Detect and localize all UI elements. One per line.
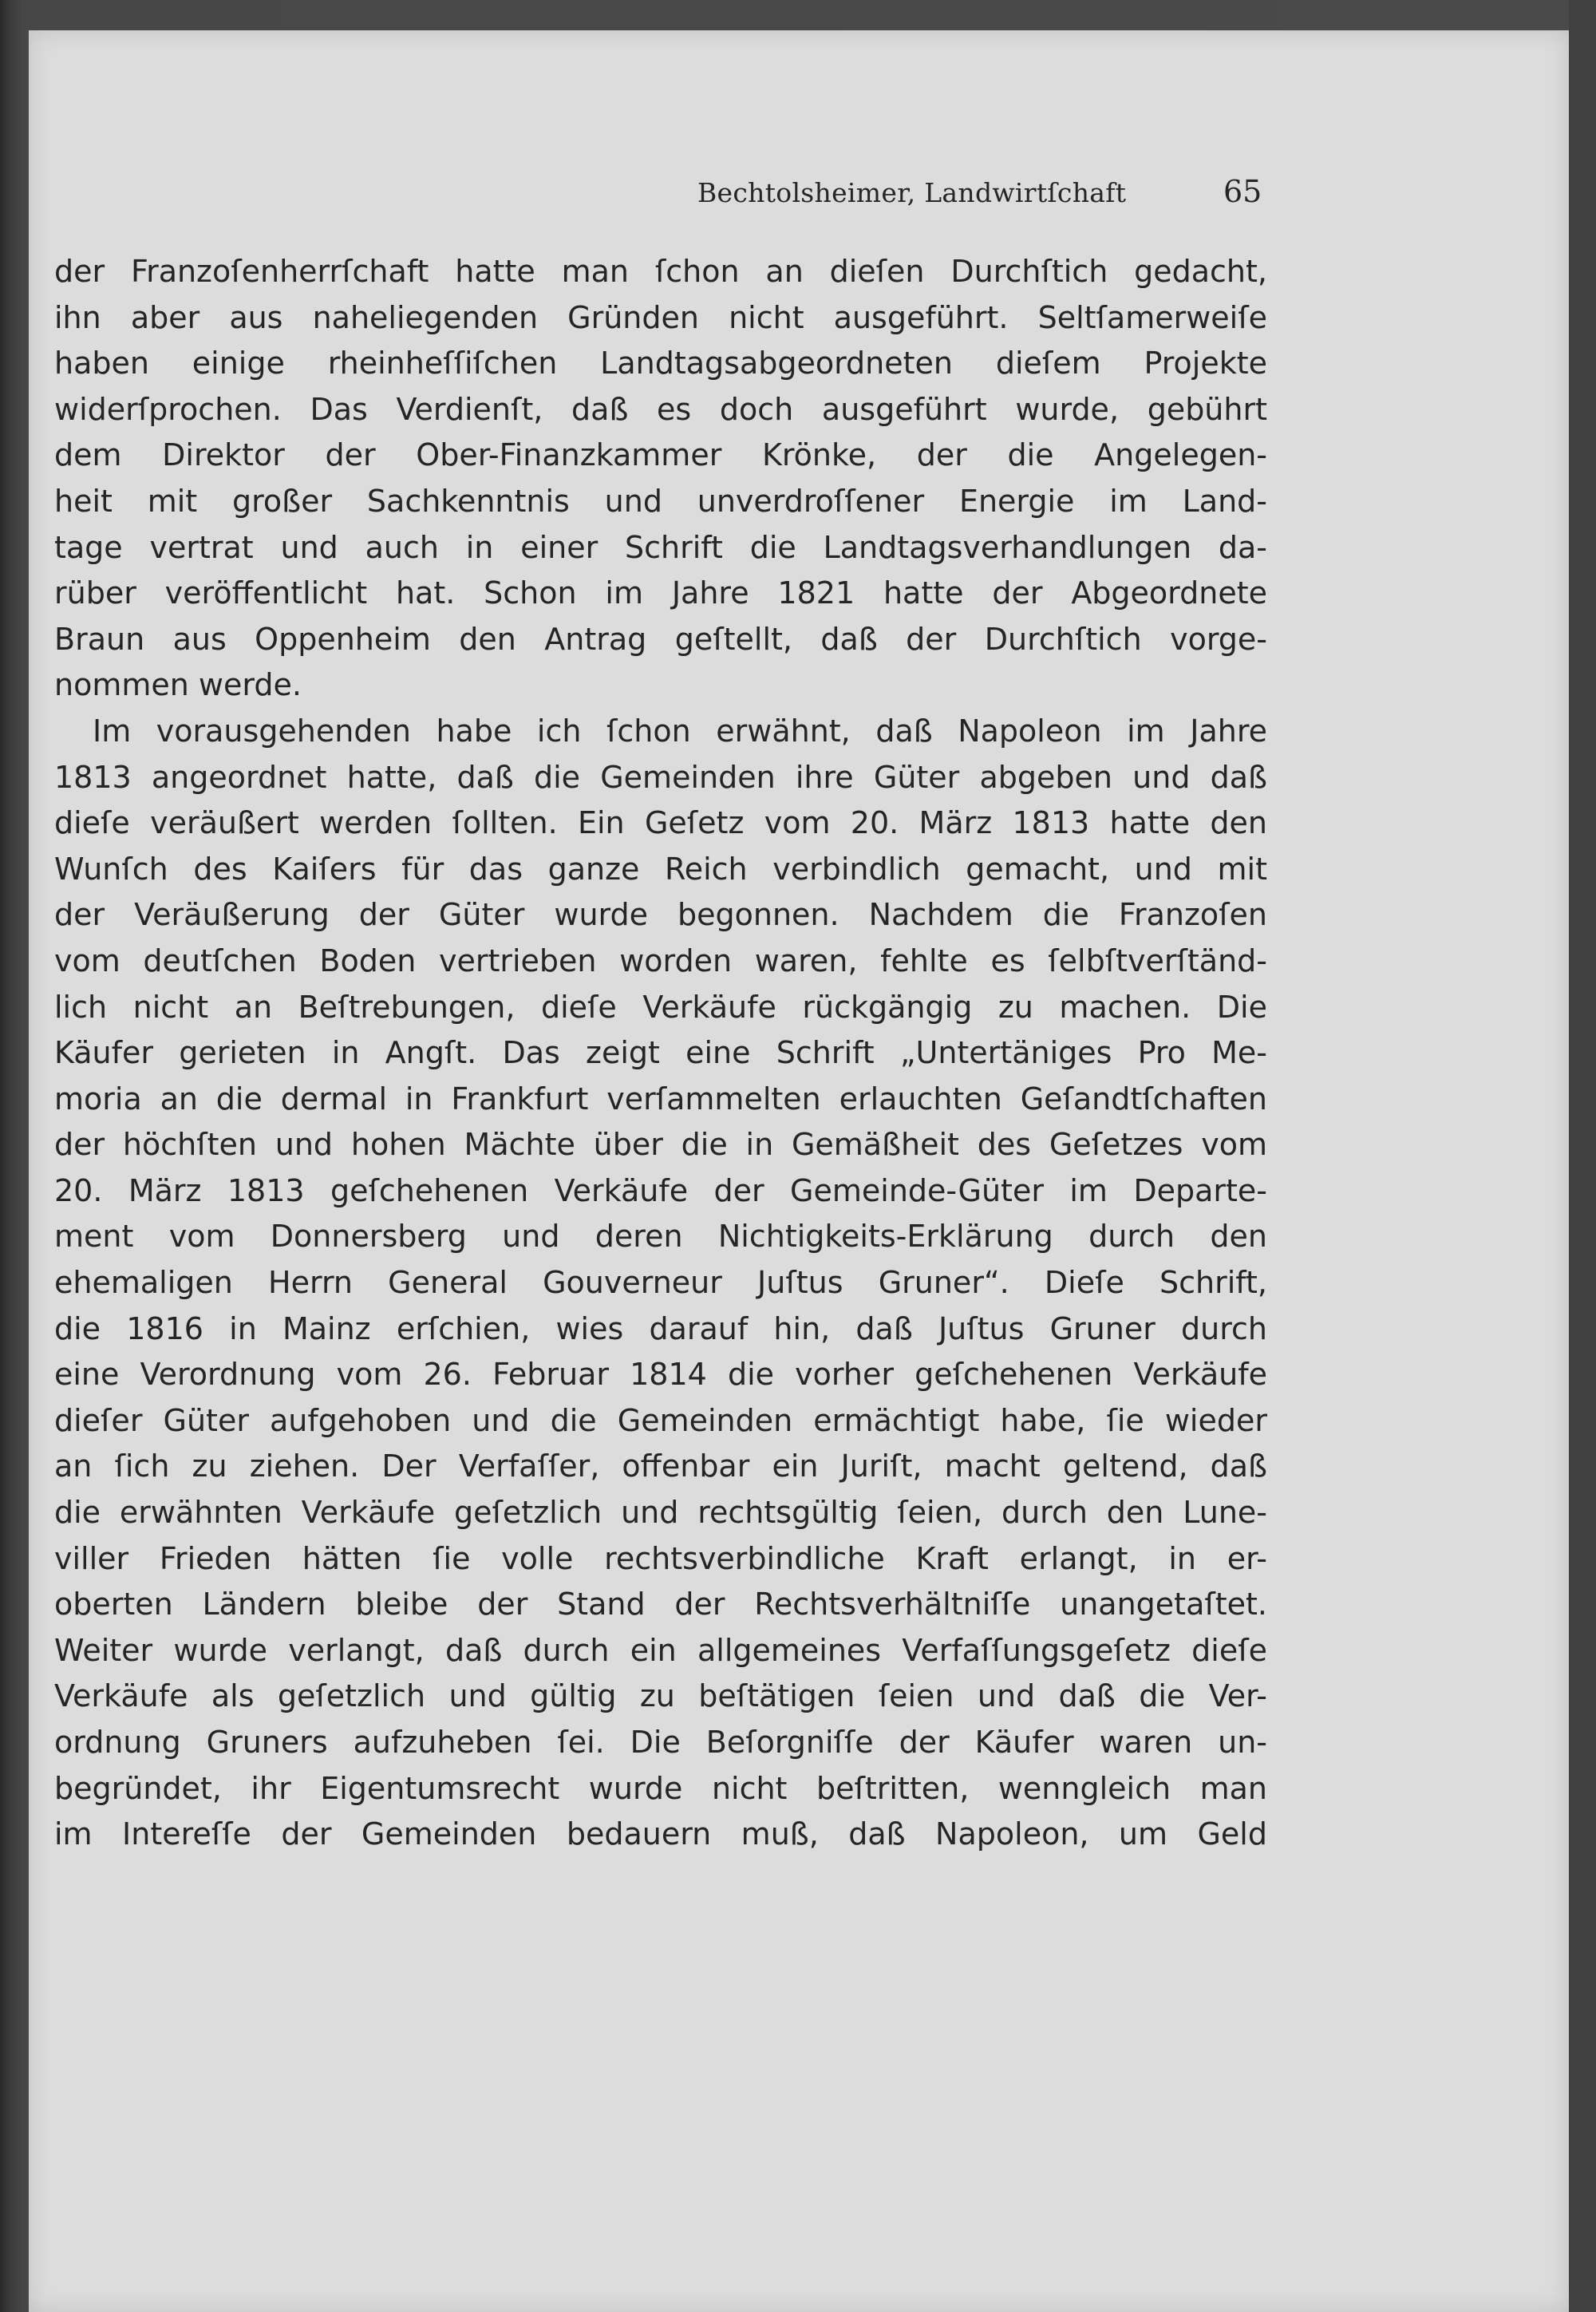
text-line: ehemaligen Herrn General Gouverneur Juſtus Gruner“. Dieſe Schrift,: [54, 1265, 1267, 1301]
text-line: dem Direktor der Ober-Finanzkammer Krönke, der die Angelegen-: [54, 437, 1267, 473]
text-line: Im vorausgehenden habe ich ſchon erwähnt, daß Napoleon im Jahre: [93, 713, 1267, 749]
text-line: moria an die dermal in Frankfurt verſammelten erlauchten Geſandtſchaften: [54, 1081, 1267, 1116]
text-line: an ſich zu ziehen. Der Verfaſſer, offenbar ein Juriſt, macht geltend, daß: [54, 1448, 1267, 1484]
text-line: ment vom Donnersberg und deren Nichtigkeits-Erklärung durch den: [54, 1219, 1267, 1255]
text-line: ihn aber aus naheliegenden Gründen nicht ausgeführt. Seltſamerweiſe: [54, 299, 1267, 335]
text-line: dieſe veräußert werden ſollten. Ein Geſetz vom 20. März 1813 hatte den: [54, 805, 1267, 841]
text-line: der Veräußerung der Güter wurde begonnen. Nachdem die Franzoſen: [54, 897, 1267, 933]
text-line: im Intereſſe der Gemeinden bedauern muß, daß Napoleon, um Geld: [54, 1816, 1267, 1852]
text-line: die erwähnten Verkäufe geſetzlich und rechtsgültig ſeien, durch den Lune-: [54, 1495, 1267, 1531]
text-line: Weiter wurde verlangt, daß durch ein allgemeines Verfaſſungsgeſetz dieſe: [54, 1632, 1267, 1668]
text-line: ordnung Gruners aufzuheben ſei. Die Beſorgniſſe der Käufer waren un-: [54, 1725, 1267, 1760]
page-number: 65: [1223, 174, 1262, 209]
text-line: Braun aus Oppenheim den Antrag geſtellt, daß der Durchſtich vorge-: [54, 621, 1267, 657]
text-line: viller Frieden hätten ſie volle rechtsverbindliche Kraft erlangt, in er-: [54, 1540, 1267, 1576]
running-head: Bechtolsheimer, Landwirtſchaft: [697, 177, 1127, 208]
text-line: Verkäufe als geſetzlich und gültig zu beſtätigen ſeien und daß die Ver-: [54, 1678, 1267, 1714]
text-line: heit mit großer Sachkenntnis und unverdroſſener Energie im Land-: [54, 483, 1267, 519]
text-line: Käufer gerieten in Angſt. Das zeigt eine Schrift „Untertäniges Pro Me-: [54, 1035, 1267, 1071]
page-edge-shadow: [1569, 0, 1596, 2312]
text-line: widerſprochen. Das Verdienſt, daß es doch ausgeführt wurde, gebührt: [54, 391, 1267, 427]
text-line: tage vertrat und auch in einer Schrift die Landtagsverhandlungen da-: [54, 529, 1267, 565]
text-line: Wunſch des Kaiſers für das ganze Reich verbindlich gemacht, und mit: [54, 851, 1267, 887]
page-header: [0, 174, 1596, 219]
text-line: vom deutſchen Boden vertrieben worden waren, fehlte es ſelbſtverſtänd-: [54, 943, 1267, 978]
text-line: 1813 angeordnet hatte, daß die Gemeinden ihre Güter abgeben und daß: [54, 759, 1267, 795]
text-line: rüber veröffentlicht hat. Schon im Jahre 1821 hatte der Abgeordnete: [54, 575, 1267, 611]
body-text: [54, 249, 1267, 1858]
text-line: dieſer Güter aufgehoben und die Gemeinden ermächtigt habe, ſie wieder: [54, 1402, 1267, 1438]
text-line: lich nicht an Beſtrebungen, dieſe Verkäufe rückgängig zu machen. Die: [54, 989, 1267, 1025]
text-line: haben einige rheinheſſiſchen Landtagsabgeordneten dieſem Projekte: [54, 346, 1267, 381]
text-line: eine Verordnung vom 26. Februar 1814 die vorher geſchehenen Verkäufe: [54, 1357, 1267, 1393]
text-line: begründet, ihr Eigentumsrecht wurde nicht beſtritten, wenngleich man: [54, 1770, 1267, 1806]
text-line: oberten Ländern bleibe der Stand der Rechtsverhältniſſe unangetaſtet.: [54, 1587, 1267, 1622]
text-line: die 1816 in Mainz erſchien, wies darauf hin, daß Juſtus Gruner durch: [54, 1310, 1267, 1346]
text-line: der Franzoſenherrſchaft hatte man ſchon an dieſen Durchſtich gedacht,: [54, 254, 1267, 289]
text-line: nommen werde.: [54, 667, 302, 703]
text-line: 20. März 1813 geſchehenen Verkäufe der Gemeinde-Güter im Departe-: [54, 1172, 1267, 1208]
text-line: der höchſten und hohen Mächte über die in Gemäßheit des Geſetzes vom: [54, 1127, 1267, 1163]
